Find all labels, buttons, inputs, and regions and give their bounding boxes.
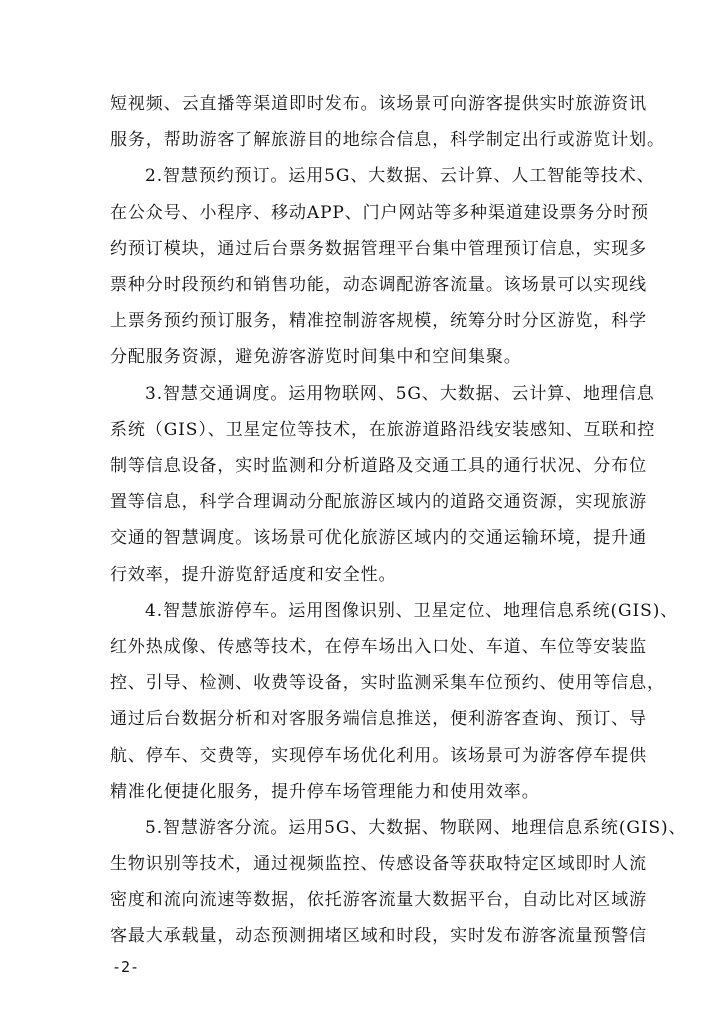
text-line: 精准化便捷化服务，提升停车场管理能力和使用效率。 <box>110 782 540 802</box>
text-line: 3.智慧交通调度。运用物联网、5G、大数据、云计算、地理信息 <box>145 384 655 404</box>
text-line: 约预订模块，通过后台票务数据管理平台集中管理预订信息，实现多 <box>110 239 647 259</box>
text-line: 上票务预约预订服务，精准控制游客规模，统筹分时分区游览，科学 <box>110 311 647 331</box>
text-line: 短视频、云直播等渠道即时发布。该场景可向游客提供实时旅游资讯 <box>110 94 647 114</box>
text-line: 客最大承载量，动态预测拥堵区域和时段，实时发布游客流量预警信 <box>110 926 647 946</box>
text-line: 行效率，提升游览舒适度和安全性。 <box>110 565 397 585</box>
text-line: 4.智慧旅游停车。运用图像识别、卫星定位、地理信息系统(GIS)、 <box>145 601 679 621</box>
text-line: 分配服务资源，避免游客游览时间集中和空间集聚。 <box>110 347 522 367</box>
text-line: 2.智慧预约预订。运用5G、大数据、云计算、人工智能等技术、 <box>145 166 655 186</box>
text-line: 红外热成像、传感等技术，在停车场出入口处、车道、车位等安装监 <box>110 637 647 657</box>
text-line: 通过后台数据分析和对客服务端信息推送，便利游客查询、预订、导 <box>110 709 647 729</box>
text-line: 服务，帮助游客了解旅游目的地综合信息，科学制定出行或游览计划。 <box>110 130 665 150</box>
text-line: 系统（GIS）、卫星定位等技术，在旅游道路沿线安装感知、互联和控 <box>110 420 656 440</box>
text-line: 交通的智慧调度。该场景可优化旅游区域内的交通运输环境，提升通 <box>110 528 647 548</box>
page-number: -2- <box>112 958 140 976</box>
text-line: 票种分时段预约和销售功能，动态调配游客流量。该场景可以实现线 <box>110 275 647 295</box>
text-line: 控、引导、检测、收费等设备，实时监测采集车位预约、使用等信息， <box>110 673 665 693</box>
text-line: 制等信息设备，实时监测和分析道路及交通工具的通行状况、分布位 <box>110 456 647 476</box>
text-line: 5.智慧游客分流。运用5G、大数据、物联网、地理信息系统(GIS)、 <box>145 818 687 838</box>
text-line: 在公众号、小程序、移动APP、门户网站等多种渠道建设票务分时预 <box>110 203 650 223</box>
text-line: 置等信息，科学合理调动分配旅游区域内的道路交通资源，实现旅游 <box>110 492 647 512</box>
text-line: 航、停车、交费等，实现停车场优化利用。该场景可为游客停车提供 <box>110 746 647 766</box>
text-line: 密度和流向流速等数据，依托游客流量大数据平台，自动比对区域游 <box>110 890 647 910</box>
text-line: 生物识别等技术，通过视频监控、传感设备等获取特定区域即时人流 <box>110 854 647 874</box>
